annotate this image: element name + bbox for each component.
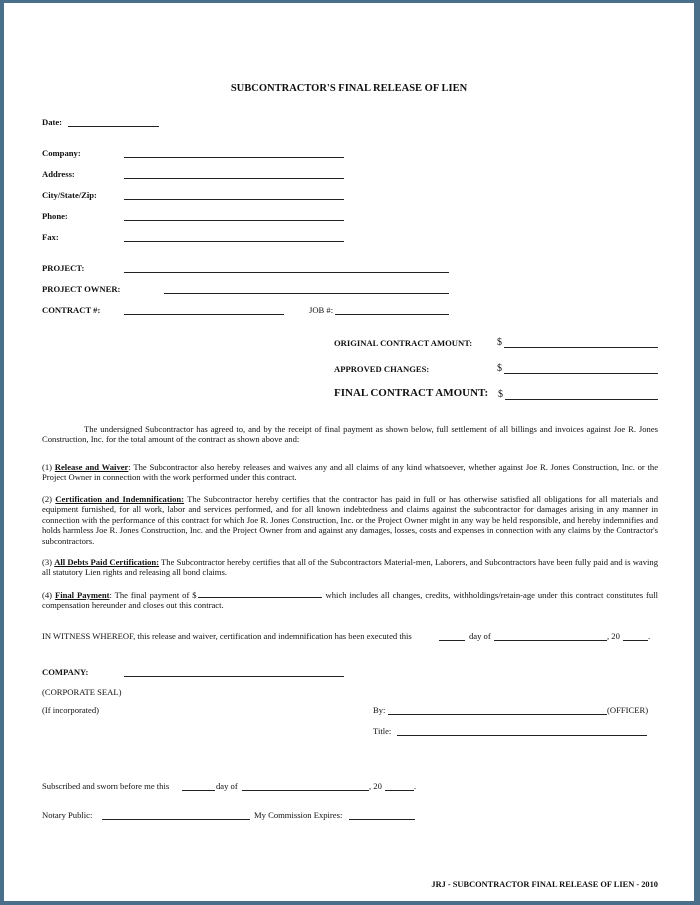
clause-4-number: (4) xyxy=(42,590,53,600)
final-amount-field[interactable] xyxy=(505,399,658,400)
witness-month-field[interactable] xyxy=(494,640,607,641)
notary-public-field[interactable] xyxy=(102,819,250,820)
intro-paragraph: The undersigned Subcontractor has agreed to, and by the receipt of final payment as shown below, full settlement of all billings and invoices against Joe R. Jones Construction, Inc. for the total amount of the contract as shown above and: xyxy=(42,424,658,445)
clause-4-heading: Final Payment xyxy=(54,590,110,600)
corporate-seal-label: (CORPORATE SEAL) xyxy=(42,687,122,697)
approved-changes-field[interactable] xyxy=(504,373,658,374)
date-field[interactable] xyxy=(68,126,159,127)
clause-3-number: (3) xyxy=(42,557,53,567)
phone-label: Phone: xyxy=(42,211,68,221)
signature-company-label: COMPANY: xyxy=(42,667,89,677)
job-number-label: JOB #: xyxy=(309,305,334,315)
city-state-zip-field[interactable] xyxy=(124,199,344,200)
by-signature-field[interactable] xyxy=(388,714,607,715)
original-amount-currency: $ xyxy=(497,337,502,348)
sworn-day-of: day of xyxy=(216,781,238,791)
fax-field[interactable] xyxy=(124,241,344,242)
sworn-text: Subscribed and sworn before me this xyxy=(42,781,170,791)
clause-debts-paid xyxy=(42,557,658,578)
job-number-field[interactable] xyxy=(335,314,449,315)
original-amount-label: ORIGINAL CONTRACT AMOUNT: xyxy=(334,338,473,348)
sworn-year-field[interactable] xyxy=(385,790,414,791)
company-field[interactable] xyxy=(124,157,344,158)
clause-3-text: The Subcontractor hereby certifies that all of the Subcontractors Material-men, Laborers, and Subcontractors have been fully paid and is waving all statutory Lien rights and releasing all bond claims. xyxy=(42,557,658,578)
document-title: SUBCONTRACTOR'S FINAL RELEASE OF LIEN xyxy=(230,83,468,94)
witness-day-field[interactable] xyxy=(439,640,465,641)
address-field[interactable] xyxy=(124,178,344,179)
approved-changes-currency: $ xyxy=(497,363,502,374)
sworn-month-field[interactable] xyxy=(242,790,369,791)
sworn-year-prefix: , 20 xyxy=(369,781,382,791)
clause-final-payment xyxy=(42,589,658,611)
clause-4-text-b: which includes all changes, credits, withholdings/retain-age under this contract constitutes full compensation hereunder and closes out this contract. xyxy=(42,590,658,611)
date-label: Date: xyxy=(42,117,63,127)
witness-year-prefix: , 20 xyxy=(607,631,620,641)
final-amount-label: FINAL CONTRACT AMOUNT: xyxy=(334,387,489,399)
witness-period: . xyxy=(648,631,651,641)
notary-public-label: Notary Public: xyxy=(42,810,93,820)
final-amount-currency: $ xyxy=(498,389,503,400)
project-label: PROJECT: xyxy=(42,263,85,273)
commission-expires-field[interactable] xyxy=(349,819,415,820)
sworn-day-field[interactable] xyxy=(182,790,215,791)
approved-changes-label: APPROVED CHANGES: xyxy=(334,364,430,374)
if-incorporated-label: (If incorporated) xyxy=(42,705,100,715)
witness-day-of: day of xyxy=(469,631,491,641)
sworn-period: . xyxy=(414,781,417,791)
clause-1-heading: Release and Waiver xyxy=(54,462,129,472)
document-footer: JRJ - SUBCONTRACTOR FINAL RELEASE OF LIEN - 2010 xyxy=(431,880,658,889)
original-amount-field[interactable] xyxy=(504,347,658,348)
address-label: Address: xyxy=(42,169,75,179)
document-page xyxy=(4,3,694,901)
company-label: Company: xyxy=(42,148,81,158)
clause-4-text-a: : The final payment of $ xyxy=(109,590,197,600)
clause-1-number: (1) xyxy=(42,462,53,472)
fax-label: Fax: xyxy=(42,232,59,242)
project-owner-label: PROJECT OWNER: xyxy=(42,284,121,294)
clause-release-waiver xyxy=(42,462,658,483)
final-payment-field[interactable] xyxy=(198,589,322,598)
witness-year-field[interactable] xyxy=(623,640,648,641)
title-label: Title: xyxy=(373,726,392,736)
by-label: By: xyxy=(373,705,386,715)
clause-certification xyxy=(42,494,658,546)
clause-2-number: (2) xyxy=(42,494,53,504)
contract-number-label: CONTRACT #: xyxy=(42,305,101,315)
clause-2-text: The Subcontractor hereby certifies that the contractor has paid in full or has otherwise satisfied all obligations for all materials and equipment furnished, for all work, labor and services performed, and for all known indebtedness and claims against the subcontractor for damages arising in any manner in connection with the performance of this contract for which Joe R. Jones Construction, Inc. or the Project Owner might in any way be held responsible, and hereby indemnifies and holds harmless Joe R. Jones Construction, Inc. and the Project Owner from and against any damages, losses, costs and expenses in connection with any claims by the Contractor's subcontractors. xyxy=(42,494,659,546)
clause-2-heading: Certification and Indemnification: xyxy=(55,494,185,504)
project-field[interactable] xyxy=(124,272,449,273)
project-owner-field[interactable] xyxy=(164,293,449,294)
commission-expires-label: My Commission Expires: xyxy=(254,810,343,820)
signature-company-field[interactable] xyxy=(124,676,344,677)
title-field[interactable] xyxy=(397,735,647,736)
clause-3-heading: All Debts Paid Certification: xyxy=(54,557,160,567)
witness-text: IN WITNESS WHEREOF, this release and waiver, certification and indemnification has been executed this xyxy=(42,631,412,641)
phone-field[interactable] xyxy=(124,220,344,221)
clause-1-text: : The Subcontractor also hereby releases and waives any and all claims of any kind whatsoever, whether against Joe R. Jones Construction, Inc. or the Project Owner in connection with the work performed under this contract. xyxy=(42,462,659,483)
officer-label: (OFFICER) xyxy=(607,705,649,715)
city-state-zip-label: City/State/Zip: xyxy=(42,190,97,200)
contract-number-field[interactable] xyxy=(124,314,284,315)
